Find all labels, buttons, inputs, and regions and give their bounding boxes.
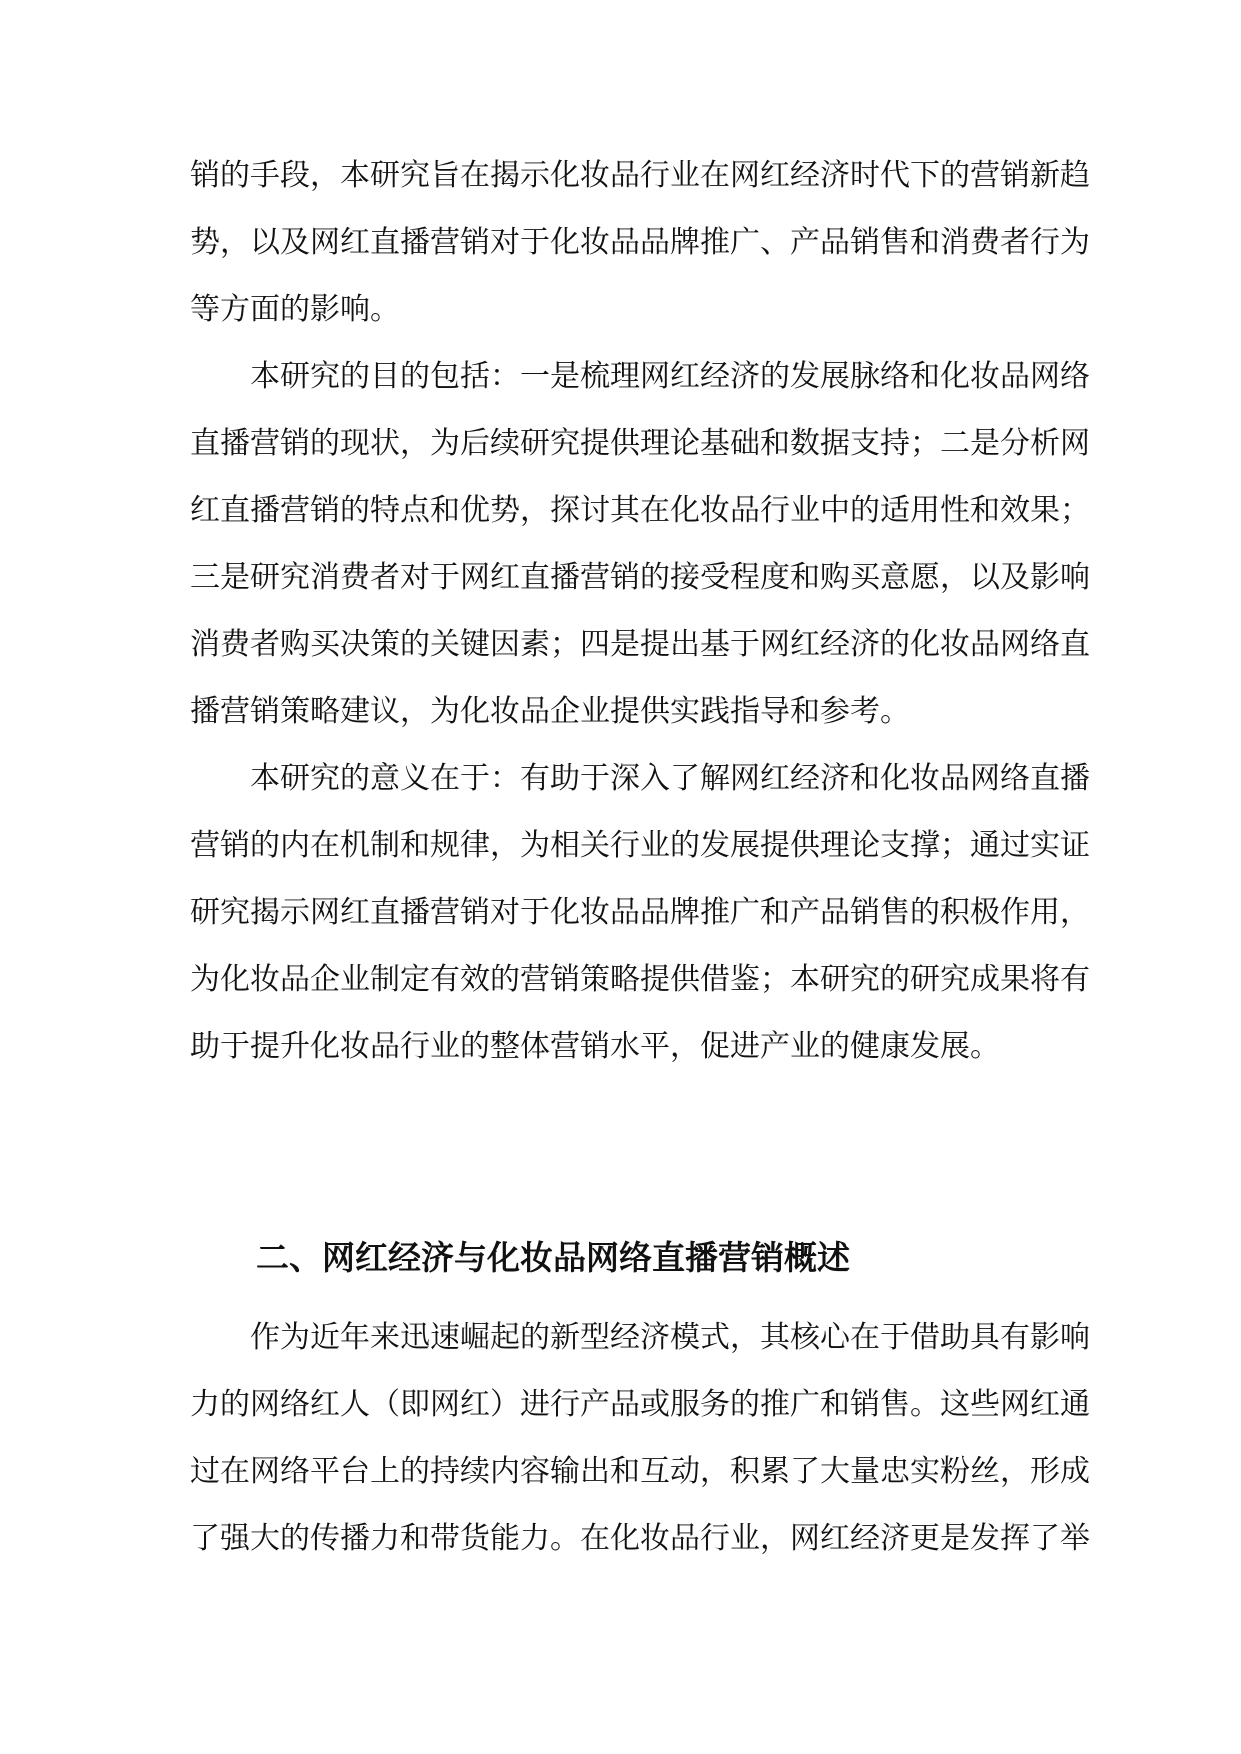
paragraph-line: 销的手段，本研究旨在揭示化妆品行业在网红经济时代下的营销新趋 xyxy=(190,158,1090,193)
paragraph-line: 等方面的影响。 xyxy=(190,292,400,327)
paragraph-line: 红直播营销的特点和优势，探讨其在化妆品行业中的适用性和效果； xyxy=(190,493,1090,528)
paragraph-line: 作为近年来迅速崛起的新型经济模式，其核心在于借助具有影响 xyxy=(250,1320,1090,1355)
paragraph-line: 为化妆品企业制定有效的营销策略提供借鉴；本研究的研究成果将有 xyxy=(190,962,1090,997)
paragraph-line: 本研究的目的包括：一是梳理网红经济的发展脉络和化妆品网络 xyxy=(250,359,1090,394)
paragraph-line: 消费者购买决策的关键因素；四是提出基于网红经济的化妆品网络直 xyxy=(190,627,1090,662)
paragraph-line: 势，以及网红直播营销对于化妆品品牌推广、产品销售和消费者行为 xyxy=(190,225,1090,260)
paragraph-line: 本研究的意义在于：有助于深入了解网红经济和化妆品网络直播 xyxy=(250,761,1090,796)
section-heading: 二、网红经济与化妆品网络直播营销概述 xyxy=(256,1238,850,1277)
paragraph-line: 直播营销的现状，为后续研究提供理论基础和数据支持；二是分析网 xyxy=(190,426,1090,461)
paragraph-line: 了强大的传播力和带货能力。在化妆品行业，网红经济更是发挥了举 xyxy=(190,1521,1090,1556)
paragraph-line: 力的网络红人（即网红）进行产品或服务的推广和销售。这些网红通 xyxy=(190,1387,1090,1422)
paragraph-line: 播营销策略建议，为化妆品企业提供实践指导和参考。 xyxy=(190,694,910,729)
paragraph-line: 过在网络平台上的持续内容输出和互动，积累了大量忠实粉丝，形成 xyxy=(190,1454,1090,1489)
paragraph-line: 营销的内在机制和规律，为相关行业的发展提供理论支撑；通过实证 xyxy=(190,828,1090,863)
paragraph-line: 助于提升化妆品行业的整体营销水平，促进产业的健康发展。 xyxy=(190,1029,1000,1064)
paragraph-line: 三是研究消费者对于网红直播营销的接受程度和购买意愿，以及影响 xyxy=(190,560,1090,595)
paragraph-line: 研究揭示网红直播营销对于化妆品品牌推广和产品销售的积极作用， xyxy=(190,895,1090,930)
